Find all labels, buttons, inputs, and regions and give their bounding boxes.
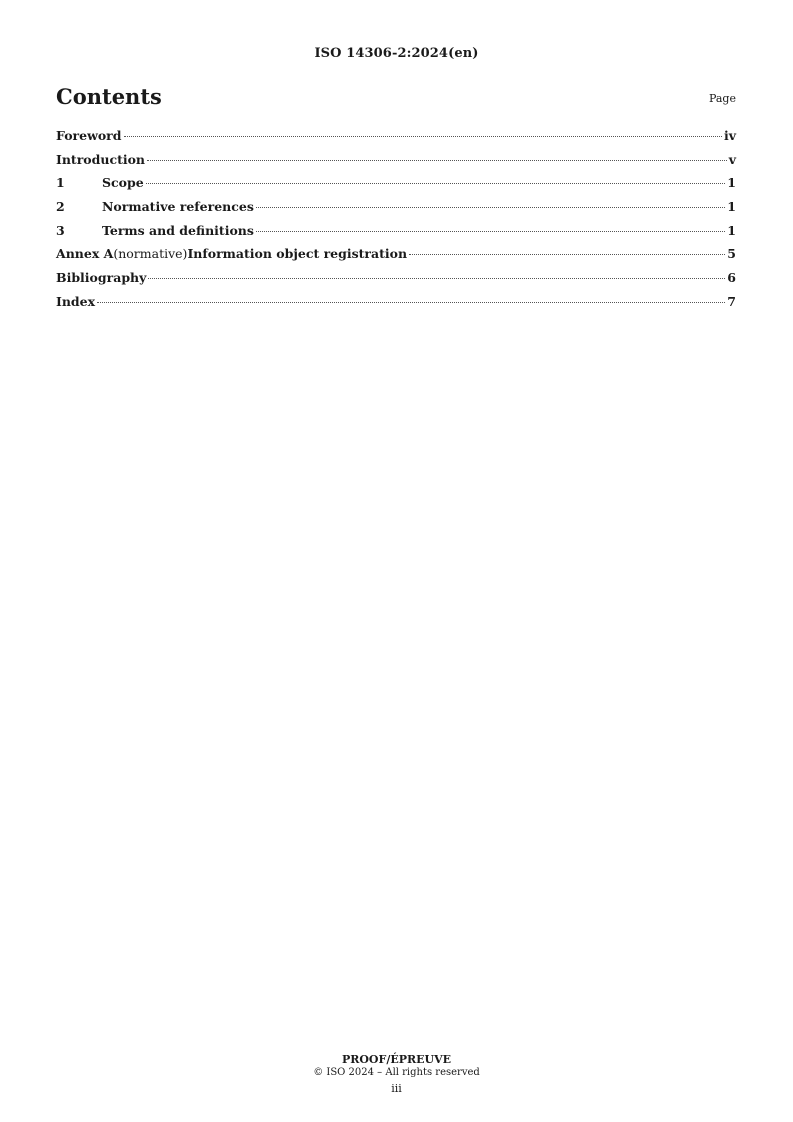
toc-entry-page: 1 — [727, 222, 736, 238]
toc-entry-page: 5 — [727, 246, 736, 262]
toc-entry-page: 1 — [727, 199, 736, 215]
toc-dot-leader — [409, 254, 725, 255]
page-number: iii — [391, 1082, 402, 1095]
toc-entry-label: Terms and definitions — [102, 222, 254, 238]
toc-entry-introduction[interactable] — [56, 152, 736, 176]
toc-entry-label: Annex A — [56, 246, 114, 262]
toc-entry-label: Normative references — [102, 199, 254, 215]
toc-entry-label: Index — [56, 293, 96, 309]
toc-annex-title: Information object registration — [187, 246, 408, 262]
toc-entry-number: 3 — [56, 222, 65, 238]
toc-entry-label: Scope — [102, 175, 144, 191]
toc-entry-label: Bibliography — [56, 270, 147, 286]
toc-entry-terms-and-definitions[interactable] — [56, 223, 736, 247]
toc-entry-label: Foreword — [56, 128, 122, 143]
toc-entry-number: 2 — [56, 199, 65, 215]
toc-entry-scope[interactable] — [56, 175, 736, 199]
toc-dot-leader — [124, 136, 722, 137]
toc-dot-leader — [146, 183, 726, 184]
toc-entry-page: 6 — [727, 270, 736, 286]
toc-entry-index[interactable] — [56, 294, 736, 318]
document-identifier: ISO 14306-2:2024(en) — [314, 46, 479, 61]
table-of-contents — [56, 128, 736, 318]
toc-dot-leader — [97, 302, 725, 303]
toc-entry-page: iv — [723, 128, 736, 143]
copyright-notice: © ISO 2024 – All rights reserved — [313, 1067, 480, 1078]
contents-heading: Contents — [56, 84, 162, 109]
toc-entry-number: 1 — [56, 175, 65, 191]
toc-dot-leader — [256, 231, 725, 232]
page-footer — [0, 1053, 793, 1097]
toc-entry-page: v — [728, 151, 736, 167]
proof-notice: PROOF/ÉPREUVE — [341, 1053, 452, 1066]
toc-entry-annex-a[interactable] — [56, 246, 736, 270]
toc-entry-page: 1 — [727, 175, 736, 191]
toc-entry-foreword[interactable] — [56, 128, 736, 152]
toc-entry-label: Introduction — [56, 151, 146, 167]
page-column-label: Page — [708, 92, 736, 105]
toc-dot-leader — [256, 207, 725, 208]
toc-dot-leader — [148, 278, 725, 279]
toc-entry-bibliography[interactable] — [56, 270, 736, 294]
toc-annex-kind: (normative) — [113, 246, 188, 262]
toc-entry-page: 7 — [727, 293, 736, 309]
toc-dot-leader — [147, 160, 727, 161]
toc-entry-normative-references[interactable] — [56, 199, 736, 223]
